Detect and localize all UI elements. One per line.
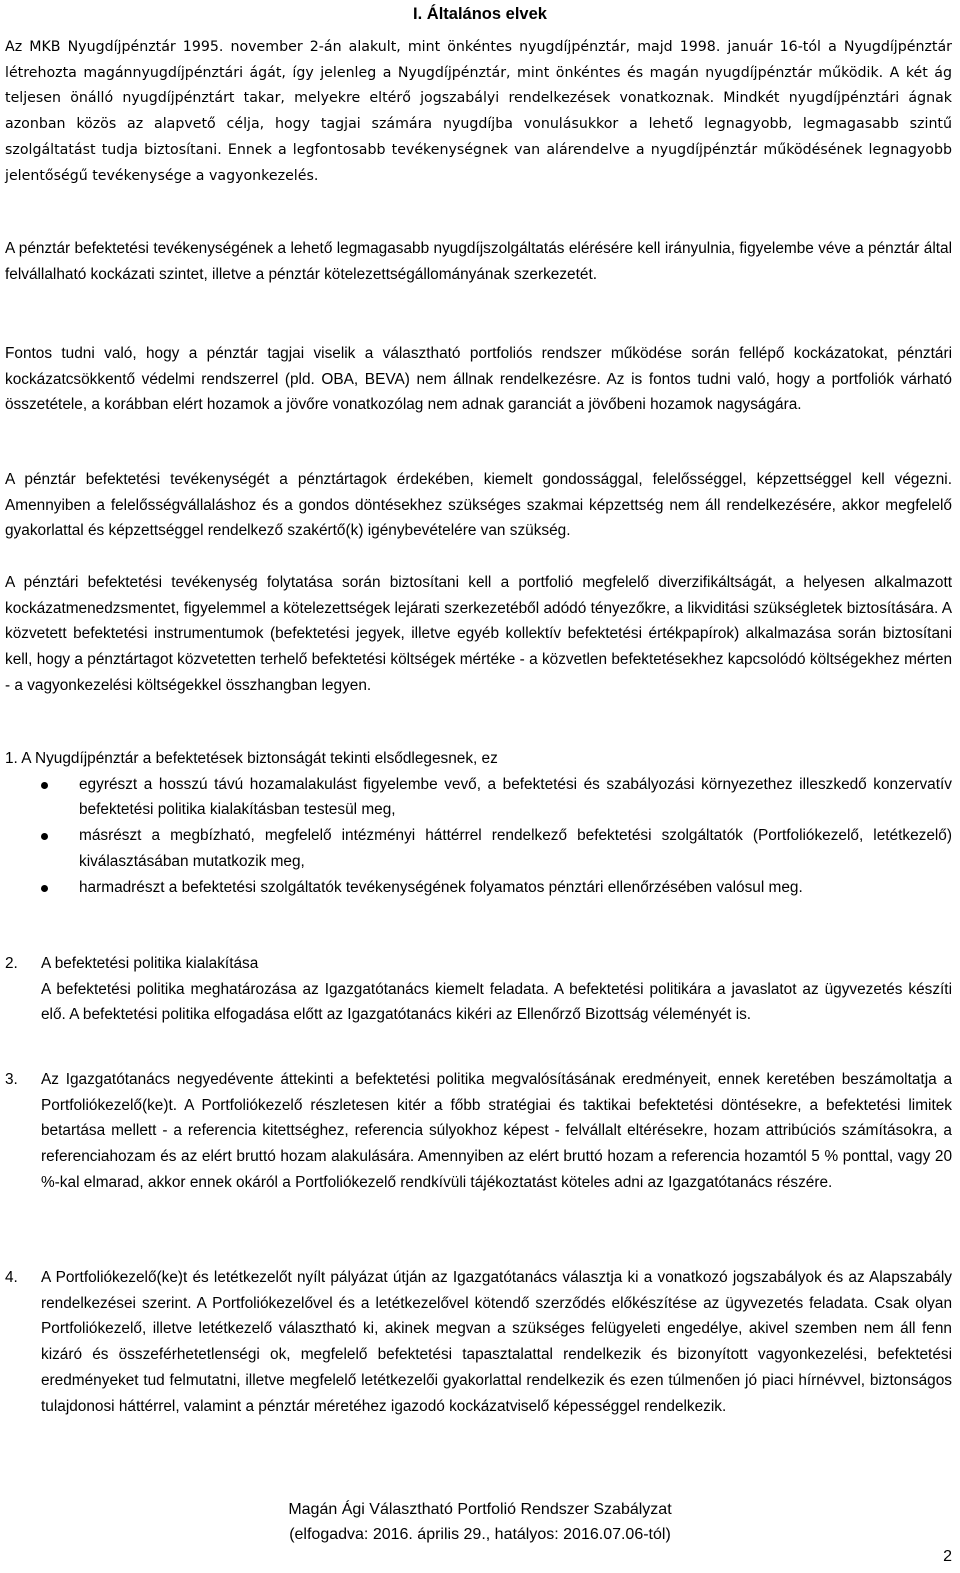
list-item-3 xyxy=(5,1067,952,1196)
bullet-item xyxy=(5,772,952,823)
paragraph-diversification: A pénztári befektetési tevékenység folytatása során biztosítani kell a portfolió megfelelő diverzifikáltságát, a helyesen alkalmazott kockázatmenedzsmentet, figyelemmel a kötelezettségek lejárati szerkezetéből adódó tényezőkre, a likviditási szükségletek biztosítására. A közvetett befektetési instrumentumok (befektetési jegyek, illetve egyéb kollektív befektetési értékpapírok) alkalmazása során biztosítani kell, hogy a pénztártagot közvetetten terhelő befektetési költségek mértéke - a közvetlen befektetésekhez kapcsolódó költségekhez mérten - a vagyonkezelési költségekkel összhangban legyen. xyxy=(5,574,952,694)
list-item-2-number: 2. xyxy=(5,955,18,972)
footer-title: Magán Ági Választható Portfolió Rendszer Szabályzat xyxy=(288,1501,672,1518)
bullet-icon xyxy=(41,885,48,892)
bullet-item xyxy=(5,823,952,874)
paragraph-intro: Az MKB Nyugdíjpénztár 1995. november 2-án alakult, mint önkéntes nyugdíjpénztár, majd 1998. január 16-tól a Nyugdíjpénztár létrehozta magánnyugdíjpénztári ágát, így jelenleg a Nyugdíjpénztár, mint önkéntes és magán nyugdíjpénztár működik. A két ág teljesen önálló nyugdíjpénztárt takar, melyekre eltérő jogszabályi rendelkezések vonatkoznak. Mindkét nyugdíjpénztári ágnak azonban közös az alapvető célja, hogy tagjai számára nyugdíjba vonulásukkor a lehető legnagyobb, legmagasabb szintű szolgáltatást tudja biztosítani. Ennek a legfontosabb tevékenységnek van alárendelve a nyugdíjpénztár működésének legnagyobb jelentőségű tevékenysége a vagyonkezelés. xyxy=(5,39,952,184)
list-item-2-title: A befektetési politika kialakítása xyxy=(41,955,259,972)
list-item-4-number: 4. xyxy=(5,1269,18,1286)
list-item-2 xyxy=(5,951,952,1028)
paragraph-diligence: A pénztár befektetési tevékenységét a pénztártagok érdekében, kiemelt gondossággal, felelősséggel, képzettséggel kell végezni. Amennyiben a felelősségvállaláshoz és a gondos döntésekhez szükséges szakmai képzettség nem áll rendelkezésére, akkor megfelelő gyakorlattal és képzettséggel rendelkező szakértő(k) igénybevételére van szükség. xyxy=(5,471,952,540)
list-item-3-number: 3. xyxy=(5,1071,18,1088)
page-number: 2 xyxy=(943,1548,952,1565)
footer-dates: (elfogadva: 2016. április 29., hatályos: 2016.07.06-tól) xyxy=(289,1526,671,1543)
bullet-icon xyxy=(41,782,48,789)
list-item-4 xyxy=(5,1265,952,1419)
paragraph-risk-notice: Fontos tudni való, hogy a pénztár tagjai viselik a választható portfoliós rendszer működése során fellépő kockázatokat, pénztári kockázatcsökkentő védelmi rendszerrel (pld. OBA, BEVA) nem állnak rendelkezésre. Az is fontos tudni való, hogy a portfoliók várható összetétele, a korábban elért hozamok a jövőre vonatkozólag nem adnak garanciát a jövőbeni hozamok nagyságára. xyxy=(5,345,952,414)
bullet-item xyxy=(5,875,952,901)
section-heading: I. Általános elvek xyxy=(413,5,547,23)
bullet-text: másrészt a megbízható, megfelelő intézményi háttérrel rendelkező befektetési szolgáltatók (Portfoliókezelő, letétkezelő) kiválasztásában mutatkozik meg, xyxy=(79,827,952,870)
bullet-icon xyxy=(41,833,48,840)
list-item-3-body: Az Igazgatótanács negyedévente áttekinti a befektetési politika megvalósításának eredményeit, ennek keretében beszámoltatja a Portfoliókezelő(ke)t. A Portfoliókezelő részletesen kitér a főbb stratégiai és taktikai befektetési döntésekre, a befektetési limitek betartása mellett - a referencia kitettséghez, referencia súlyokhoz képest - felvállalt eltérésekre, hozam attribúciós számításokra, a referenciahozam és az elért bruttó hozam alakulására. Amennyiben az elért bruttó hozam a referencia hozamtól 5 % ponttal, vagy 20 %-kal elmarad, akkor ennek okáról a Portfoliókezelő rendkívüli tájékoztatást köteles adni az Igazgatótanács részére. xyxy=(41,1071,952,1191)
list-item-1 xyxy=(5,746,952,900)
list-item-2-body: A befektetési politika meghatározása az Igazgatótanács kiemelt feladata. A befektetési politikára a javaslatot az ügyvezetés készíti elő. A befektetési politika elfogadása előtt az Igazgatótanács kikéri az Ellenőrző Bizottság véleményét is. xyxy=(41,980,952,1024)
page-footer xyxy=(0,1497,960,1547)
paragraph-investment-goal: A pénztár befektetési tevékenységének a lehető legmagasabb nyugdíjszolgáltatás elérésére kell irányulnia, figyelembe véve a pénztár által felvállalható kockázati szintet, illetve a pénztár kötelezettségállományának szerkezetét. xyxy=(5,240,952,283)
list-item-4-body: A Portfoliókezelő(ke)t és letétkezelőt nyílt pályázat útján az Igazgatótanács választja ki a vonatkozó jogszabályok és az Alapszabály rendelkezései szerint. A Portfoliókezelővel és a letétkezelővel kötendő szerződés előkészítése az ügyvezetés feladata. Csak olyan Portfoliókezelő, illetve letétkezelő választható ki, akinek megvan a szükséges felügyeleti engedélye, akivel szemben nem áll fenn kizáró és összeférhetetlenségi ok, megfelelő befektetési tapasztalattal rendelkezik és bizonyított vagyonkezelési, befektetési eredményeket tud felmutatni, illetve megfelelő letétkezelői gyakorlattal rendelkezik és ezen túlmenően jó piaci hírnévvel, biztonságos tulajdonosi háttérrel, valamint a pénztár méretéhez igazodó kockázatviselő képességgel rendelkezik. xyxy=(41,1269,952,1415)
list-item-1-intro: 1. A Nyugdíjpénztár a befektetések biztonságát tekinti elsődlegesnek, ez xyxy=(5,750,498,767)
bullet-text: harmadrészt a befektetési szolgáltatók tevékenységének folyamatos pénztári ellenőrzésében valósul meg. xyxy=(79,878,803,896)
bullet-text: egyrészt a hosszú távú hozamalakulást figyelembe vevő, a befektetési és szabályozási környezethez illeszkedő konzervatív befektetési politika kialakításban testesül meg, xyxy=(79,775,952,819)
